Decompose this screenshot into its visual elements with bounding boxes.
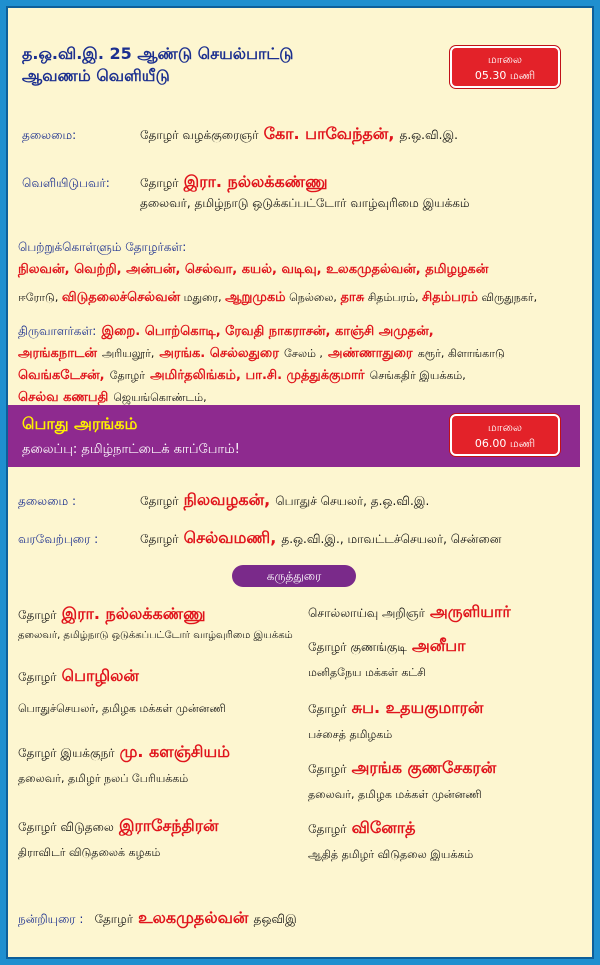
speaker-left-4: தோழர் விடுதலை இராசேந்திரன் xyxy=(18,816,219,835)
receivers-line3: திருவாளர்கள்: இறை. பொற்கொடி, ரேவதி நாகராசன், காஞ்சி அமுதன், xyxy=(18,324,434,339)
receivers-label: பெற்றுக்கொள்ளும் தோழர்கள்: xyxy=(18,240,187,254)
receivers-line2: ஈரோடு, விடுதலைச்செல்வன் மதுரை, ஆறுமுகம் நெல்லை, தாசு சிதம்பரம், சிதம்பரம் விருதுநகர், xyxy=(18,290,538,305)
release-desc: தலைவர், தமிழ்நாடு ஒடுக்கப்பட்டோர் வாழ்வுரிமை இயக்கம் xyxy=(140,196,470,210)
chair-label: தலைமை: xyxy=(22,128,77,142)
welcome-label: வரவேற்புரை : xyxy=(18,532,99,546)
speaker-right-5: தோழர் வினோத் xyxy=(308,818,416,837)
time-value: 05.30 மணி xyxy=(474,69,536,82)
time-badge-2 xyxy=(450,414,560,456)
speaker-right-4: தோழர் அரங்க குணசேகரன் xyxy=(308,758,497,777)
chair2-label: தலைமை : xyxy=(18,494,77,508)
section2-title: பொது அரங்கம் xyxy=(22,414,138,433)
chair-line: தோழர் வழக்குரைஞர் கோ. பாவேந்தன், த.ஒ.வி.இ. xyxy=(140,124,458,143)
speaker-right-5-desc: ஆதித் தமிழர் விடுதலை இயக்கம் xyxy=(308,848,474,861)
speaker-left-4-desc: திராவிடர் விடுதலைக் கழகம் xyxy=(18,846,161,859)
speaker-left-2: தோழர் பொழிலன் xyxy=(18,666,139,685)
speech-pill: கருத்துரை xyxy=(232,565,356,587)
speaker-right-3: தோழர் சுப. உதயகுமாரன் xyxy=(308,698,484,717)
release-label: வெளியிடுபவர்: xyxy=(22,176,110,190)
speaker-left-3-desc: தலைவர், தமிழர் நலப் பேரியக்கம் xyxy=(18,772,189,785)
time-label: மாலை xyxy=(487,53,523,66)
time-label: மாலை xyxy=(487,421,523,434)
receivers-line6: செல்வ கணபதி ஜெயங்கொண்டம், xyxy=(18,390,207,405)
time-badge-1 xyxy=(450,46,560,88)
section1-title-line2: ஆவணம் வெளியீடு xyxy=(22,66,170,85)
speaker-right-3-desc: பச்சைத் தமிழகம் xyxy=(308,728,393,741)
welcome-line: தோழர் செல்வமணி, த.ஒ.வி.இ., மாவட்டச்செயலர், சென்னை xyxy=(140,528,502,547)
chair2-line: தோழர் நிலவழகன், பொதுச் செயலர், த.ஒ.வி.இ. xyxy=(140,490,430,509)
speaker-right-2: தோழர் குணங்குடி அனீபா xyxy=(308,636,466,655)
speaker-right-1: சொல்லாய்வு அறிஞர் அருளியார் xyxy=(308,602,511,621)
section1-title-line1: த.ஒ.வி.இ. 25 ஆண்டு செயல்பாட்டு xyxy=(22,44,294,63)
speaker-left-2-desc: பொதுச்செயலர், தமிழக மக்கள் முன்னணி xyxy=(18,702,226,715)
receivers-line5: வெங்கடேசன், தோழர் அமிர்தலிங்கம், பா.சி. முத்துக்குமார் செங்கதிர் இயக்கம், xyxy=(18,368,466,383)
receivers-line1: நிலவன், வெற்றி, அன்பன், செல்வா, கயல், வடிவு, உலகமுதல்வன், தமிழழகன் xyxy=(18,262,489,277)
section2-subtitle: தலைப்பு: தமிழ்நாட்டைக் காப்போம்! xyxy=(22,442,240,457)
release-line: தோழர் இரா. நல்லக்கண்ணு xyxy=(140,172,328,191)
speaker-right-4-desc: தலைவர், தமிழக மக்கள் முன்னணி xyxy=(308,788,482,801)
receivers-line4: அரங்கநாடன் அரியலூர், அரங்க. செல்லதுரை சேலம் , அண்ணாதுரை கரூர், கிளாங்காடு xyxy=(18,346,505,361)
speaker-left-3: தோழர் இயக்குநர் மு. களஞ்சியம் xyxy=(18,742,231,761)
time-value: 06.00 மணி xyxy=(474,437,536,450)
speaker-left-1: தோழர் இரா. நல்லக்கண்ணு xyxy=(18,604,206,623)
speaker-left-1-desc: தலைவர், தமிழ்நாடு ஒடுக்கப்பட்டோர் வாழ்வுரிமை இயக்கம் xyxy=(18,630,293,641)
thanks-line: நன்றியுரை : தோழர் உலகமுதல்வன் தஒவிஇ xyxy=(18,908,297,927)
speaker-right-2-desc: மனிதநேய மக்கள் கட்சி xyxy=(308,666,426,679)
